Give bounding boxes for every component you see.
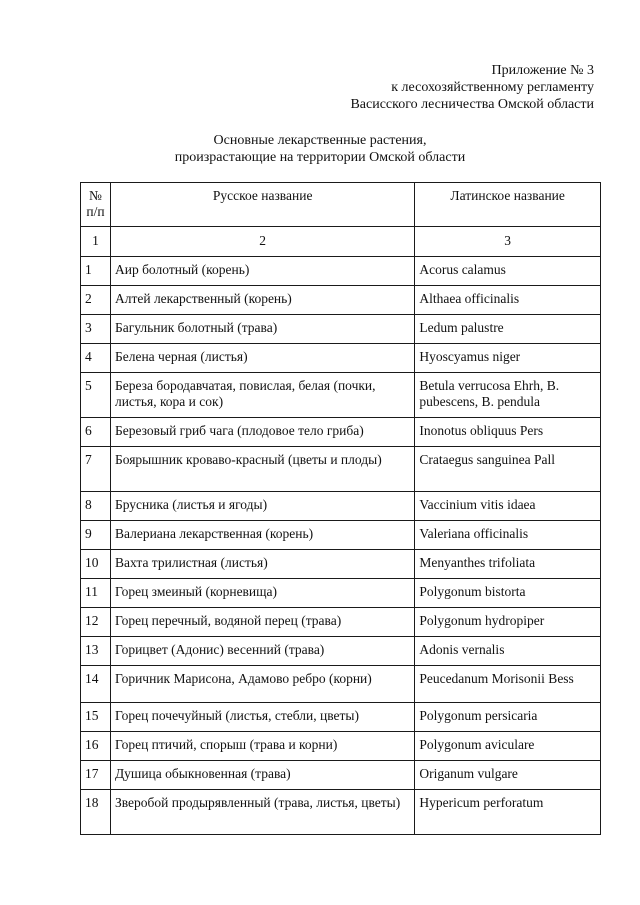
latin-name-cell: Polygonum hydropiper [415, 608, 601, 637]
row-number-cell: 10 [81, 550, 111, 579]
row-number-cell: 4 [81, 344, 111, 373]
table-row [81, 315, 601, 344]
latin-name-cell: Inonotus obliquus Pers [415, 418, 601, 447]
russian-name-cell: Аир болотный (корень) [110, 257, 414, 286]
row-number-cell: 3 [81, 315, 111, 344]
latin-name-cell: Crataegus sanguinea Pall [415, 447, 601, 492]
row-number-cell: 18 [81, 790, 111, 835]
russian-name-cell: Вахта трилистная (листья) [110, 550, 414, 579]
latin-name-cell: Hyoscyamus niger [415, 344, 601, 373]
row-number-cell: 14 [81, 666, 111, 703]
table-row [81, 732, 601, 761]
latin-name-cell: Valeriana officinalis [415, 521, 601, 550]
row-number-cell: 9 [81, 521, 111, 550]
header-number [81, 183, 111, 227]
russian-name-cell: Горец почечуйный (листья, стебли, цветы) [110, 703, 414, 732]
latin-name-cell: Adonis vernalis [415, 637, 601, 666]
russian-name-cell: Зверобой продырявленный (трава, листья, цветы) [110, 790, 414, 835]
russian-name-cell: Горицвет (Адонис) весенний (трава) [110, 637, 414, 666]
table-row [81, 418, 601, 447]
title-line-2: произрастающие на территории Омской области [174, 150, 466, 165]
table-row [81, 373, 601, 418]
title-line-1: Основные лекарственные растения, [213, 133, 427, 148]
table-row [81, 790, 601, 835]
table-row [81, 447, 601, 492]
table-row [81, 608, 601, 637]
row-number-cell: 6 [81, 418, 111, 447]
latin-name-cell: Betula verrucosa Ehrh, B. pubescens, B. pendula [415, 373, 601, 418]
column-index-cell: 1 [81, 227, 111, 257]
table-row [81, 257, 601, 286]
column-index-row [81, 227, 601, 257]
row-number-cell: 7 [81, 447, 111, 492]
russian-name-cell: Брусника (листья и ягоды) [110, 492, 414, 521]
row-number-cell: 1 [81, 257, 111, 286]
latin-name-cell: Menyanthes trifoliata [415, 550, 601, 579]
latin-name-cell: Ledum palustre [415, 315, 601, 344]
russian-name-cell: Валериана лекарственная (корень) [110, 521, 414, 550]
appendix-note [350, 62, 594, 113]
row-number-cell: 13 [81, 637, 111, 666]
latin-name-cell: Polygonum aviculare [415, 732, 601, 761]
latin-name-cell: Vaccinium vitis idaea [415, 492, 601, 521]
table-row [81, 761, 601, 790]
plants-table [80, 182, 601, 835]
russian-name-cell: Горец перечный, водяной перец (трава) [110, 608, 414, 637]
row-number-cell: 17 [81, 761, 111, 790]
table-row [81, 521, 601, 550]
russian-name-cell: Горец змеиный (корневища) [110, 579, 414, 608]
table-header-row [81, 183, 601, 227]
table-row [81, 286, 601, 315]
latin-name-cell: Peucedanum Morisonii Bess [415, 666, 601, 703]
row-number-cell: 2 [81, 286, 111, 315]
russian-name-cell: Багульник болотный (трава) [110, 315, 414, 344]
table-row [81, 492, 601, 521]
appendix-line-3: Васисского лесничества Омской области [350, 97, 594, 112]
russian-name-cell: Алтей лекарственный (корень) [110, 286, 414, 315]
header-number-line-2: п/п [86, 204, 105, 219]
row-number-cell: 8 [81, 492, 111, 521]
appendix-line-1: Приложение № 3 [491, 63, 594, 78]
appendix-line-2: к лесохозяйственному регламенту [391, 80, 594, 95]
latin-name-cell: Polygonum bistorta [415, 579, 601, 608]
row-number-cell: 15 [81, 703, 111, 732]
latin-name-cell: Acorus calamus [415, 257, 601, 286]
russian-name-cell: Береза бородавчатая, повислая, белая (почки, листья, кора и сок) [110, 373, 414, 418]
table-row [81, 637, 601, 666]
table-row [81, 344, 601, 373]
latin-name-cell: Origanum vulgare [415, 761, 601, 790]
latin-name-cell: Althaea officinalis [415, 286, 601, 315]
row-number-cell: 5 [81, 373, 111, 418]
table-row [81, 703, 601, 732]
russian-name-cell: Душица обыкновенная (трава) [110, 761, 414, 790]
table-row [81, 550, 601, 579]
table-row [81, 579, 601, 608]
header-russian-name: Русское название [110, 183, 414, 227]
russian-name-cell: Боярышник кроваво-красный (цветы и плоды) [110, 447, 414, 492]
column-index-cell: 3 [415, 227, 601, 257]
column-index-cell: 2 [110, 227, 414, 257]
header-number-line-1: № [89, 188, 102, 203]
row-number-cell: 11 [81, 579, 111, 608]
header-latin-name: Латинское название [415, 183, 601, 227]
table-row [81, 666, 601, 703]
russian-name-cell: Горец птичий, спорыш (трава и корни) [110, 732, 414, 761]
russian-name-cell: Белена черная (листья) [110, 344, 414, 373]
row-number-cell: 12 [81, 608, 111, 637]
latin-name-cell: Polygonum persicaria [415, 703, 601, 732]
russian-name-cell: Горичник Марисона, Адамово ребро (корни) [110, 666, 414, 703]
latin-name-cell: Hypericum perforatum [415, 790, 601, 835]
row-number-cell: 16 [81, 732, 111, 761]
document-title [0, 132, 640, 166]
russian-name-cell: Березовый гриб чага (плодовое тело гриба) [110, 418, 414, 447]
